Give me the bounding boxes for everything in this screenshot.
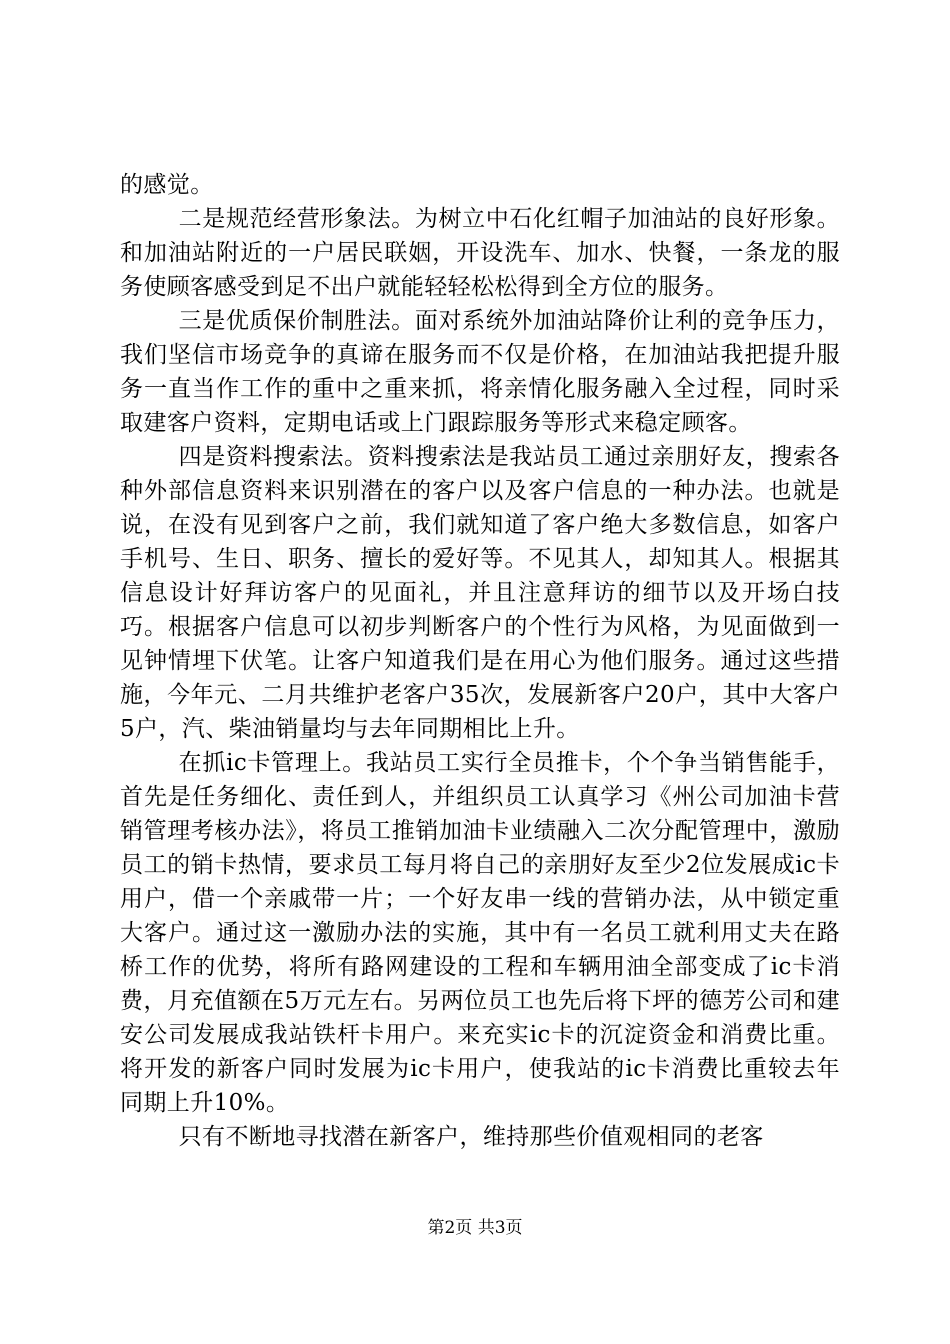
- paragraph-continuation: 的感觉。: [120, 172, 214, 198]
- page-number: 第2页 共3页: [427, 1218, 523, 1238]
- paragraph-quality-price: 三是优质保价制胜法。面对系统外加油站降价让利的竞争压力，我们坚信市场竞争的真谛在服务而不仅是价格，在加油站我把提升服务一直当作工作的重中之重来抓，将亲情化服务融入全过程，同时采取建客户资料，定期电话或上门跟踪服务等形式来稳定顾客。: [120, 308, 840, 436]
- paragraph-standardized-image: 二是规范经营形象法。为树立中石化红帽子加油站的良好形象。和加油站附近的一户居民联姻，开设洗车、加水、快餐，一条龙的服务使顾客感受到足不出户就能轻轻松松得到全方位的服务。: [120, 206, 840, 300]
- page-footer: [0, 1217, 950, 1239]
- paragraph-ic-card: 在抓ic卡管理上。我站员工实行全员推卡，个个争当销售能手，首先是任务细化、责任到人，并组织员工认真学习《州公司加油卡营销管理考核办法》，将员工推销加油卡业绩融入二次分配管理中，激励员工的销卡热情，要求员工每月将自己的亲朋好友至少2位发展成ic卡用户，借一个亲戚带一片；一个好友串一线的营销办法，从中锁定重大客户。通过这一激励办法的实施，其中有一名员工就利用丈夫在路桥工作的优势，将所有路网建设的工程和车辆用油全部变成了ic卡消费，月充值额在5万元左右。另两位员工也先后将下坪的德芳公司和建安公司发展成我站铁杆卡用户。来充实ic卡的沉淀资金和消费比重。将开发的新客户同时发展为ic卡用户，使我站的ic卡消费比重较去年同期上升10%。: [120, 750, 840, 1116]
- document-body: [120, 168, 840, 1154]
- paragraph-data-search: 四是资料搜索法。资料搜索法是我站员工通过亲朋好友，搜索各种外部信息资料来识别潜在的客户以及客户信息的一种办法。也就是说，在没有见到客户之前，我们就知道了客户绝大多数信息，如客户手机号、生日、职务、擅长的爱好等。不见其人，却知其人。根据其信息设计好拜访客户的见面礼，并且注意拜访的细节以及开场白技巧。根据客户信息可以初步判断客户的个性行为风格，为见面做到一见钟情埋下伏笔。让客户知道我们是在用心为他们服务。通过这些措施，今年元、二月共维护老客户35次，发展新客户20户，其中大客户5户，汽、柴油销量均与去年同期相比上升。: [120, 444, 840, 742]
- paragraph-closing: 只有不断地寻找潜在新客户，维持那些价值观相同的老客: [178, 1124, 764, 1150]
